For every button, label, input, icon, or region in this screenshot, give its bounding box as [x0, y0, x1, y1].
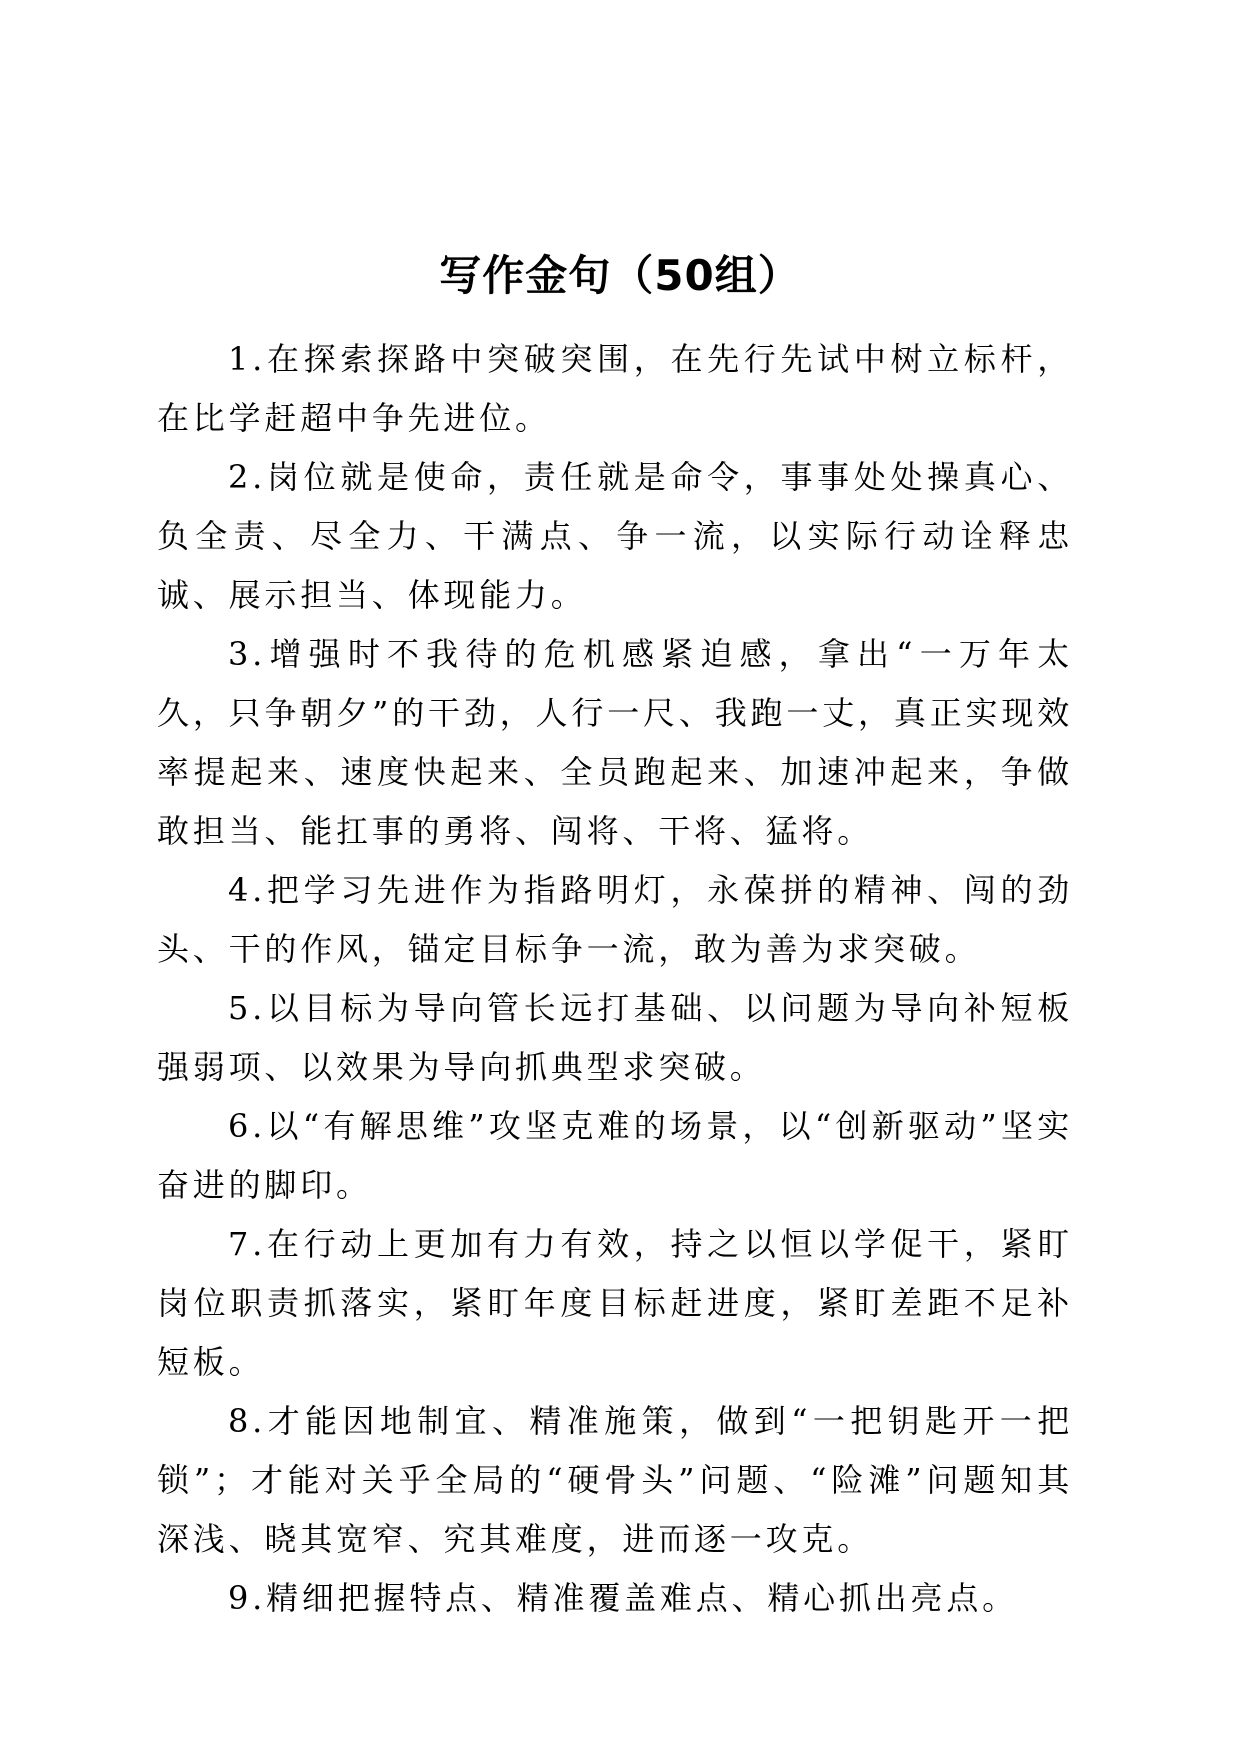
paragraph-7: 7.在行动上更加有力有效，持之以恒以学促干，紧盯岗位职责抓落实，紧盯年度目标赶进度，紧盯差距不足补短板。: [157, 1225, 1073, 1381]
document-body: [157, 330, 1073, 1628]
paragraph-3: 3.增强时不我待的危机感紧迫感，拿出“一万年太久，只争朝夕”的干劲，人行一尺、我跑一丈，真正实现效率提起来、速度快起来、全员跑起来、加速冲起来，争做敢担当、能扛事的勇将、闯将、干将、猛将。: [157, 635, 1073, 850]
paragraph-9: 9.精细把握特点、精准覆盖难点、精心抓出亮点。: [228, 1579, 1018, 1617]
paragraph-2: 2.岗位就是使命，责任就是命令，事事处处操真心、负全责、尽全力、干满点、争一流，以实际行动诠释忠诚、展示担当、体现能力。: [157, 458, 1073, 614]
paragraph-5: 5.以目标为导向管长远打基础、以问题为导向补短板强弱项、以效果为导向抓典型求突破。: [157, 989, 1073, 1086]
paragraph-6: 6.以“有解思维”攻坚克难的场景，以“创新驱动”坚实奋进的脚印。: [157, 1107, 1073, 1204]
paragraph-4: 4.把学习先进作为指路明灯，永葆拼的精神、闯的劲头、干的作风，锚定目标争一流，敢为善为求突破。: [157, 871, 1073, 968]
paragraph-1: 1.在探索探路中突破突围，在先行先试中树立标杆，在比学赶超中争先进位。: [157, 340, 1073, 437]
paragraph-8: 8.才能因地制宜、精准施策，做到“一把钥匙开一把锁”；才能对关乎全局的“硬骨头”问题、“险滩”问题知其深浅、晓其宽窄、究其难度，进而逐一攻克。: [157, 1402, 1073, 1558]
document-title: 写作金句（50组）: [439, 251, 801, 300]
